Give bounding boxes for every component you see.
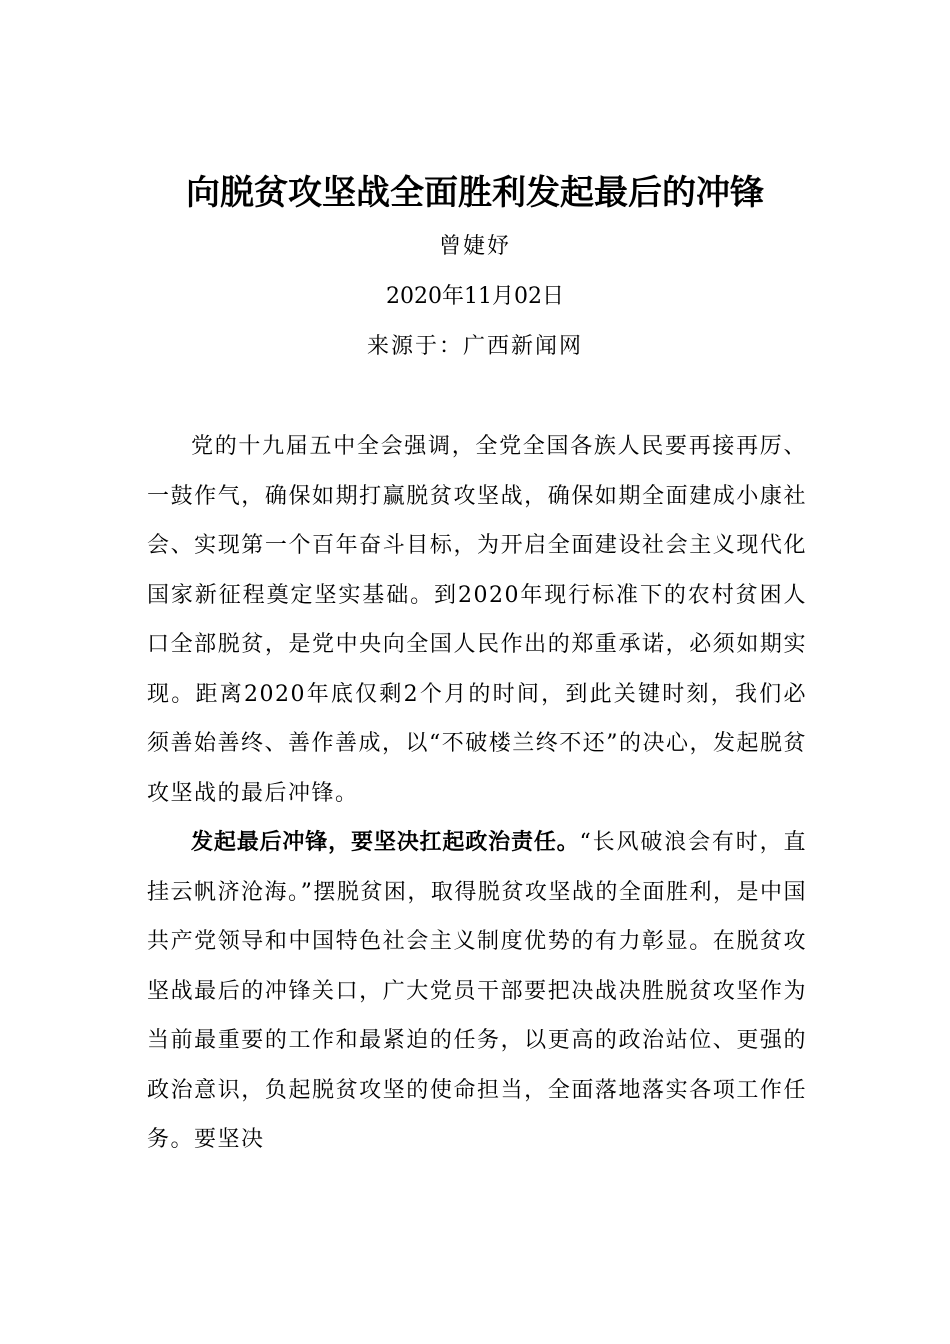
document-author: 曾婕妤 — [438, 234, 511, 259]
paragraph-2 — [147, 818, 807, 1165]
document-source: 来源于：广西新闻网 — [366, 334, 583, 359]
document-body — [147, 422, 807, 1165]
paragraph-2-lead: 发起最后冲锋，要坚决扛起政治责任。 — [191, 830, 580, 855]
document-title: 向脱贫攻坚战全面胜利发起最后的冲锋 — [186, 173, 764, 213]
paragraph-1 — [147, 422, 807, 818]
paragraph-1-text: 党的十九届五中全会强调，全党全国各族人民要再接再厉、一鼓作气，确保如期打赢脱贫攻坚战，确保如期全面建成小康社会、实现第一个百年奋斗目标，为开启全面建设社会主义现代化国家新征程奠定坚实基础。到2020年现行标准下的农村贫困人口全部脱贫，是党中央向全国人民作出的郑重承诺，必须如期实现。距离2020年底仅剩2个月的时间，到此关键时刻，我们必须善始善终、善作善成，以“不破楼兰终不还”的决心，发起脱贫攻坚战的最后冲锋。 — [147, 434, 807, 806]
document-date: 2020年11月02日 — [386, 284, 564, 309]
paragraph-2-text: “长风破浪会有时，直挂云帆济沧海。”摆脱贫困，取得脱贫攻坚战的全面胜利，是中国共产党领导和中国特色社会主义制度优势的有力彰显。在脱贫攻坚战最后的冲锋关口，广大党员干部要把决战决胜脱贫攻坚作为当前最重要的工作和最紧迫的任务，以更高的政治站位、更强的政治意识，负起脱贫攻坚的使命担当，全面落地落实各项工作任务。要坚决 — [147, 830, 807, 1152]
